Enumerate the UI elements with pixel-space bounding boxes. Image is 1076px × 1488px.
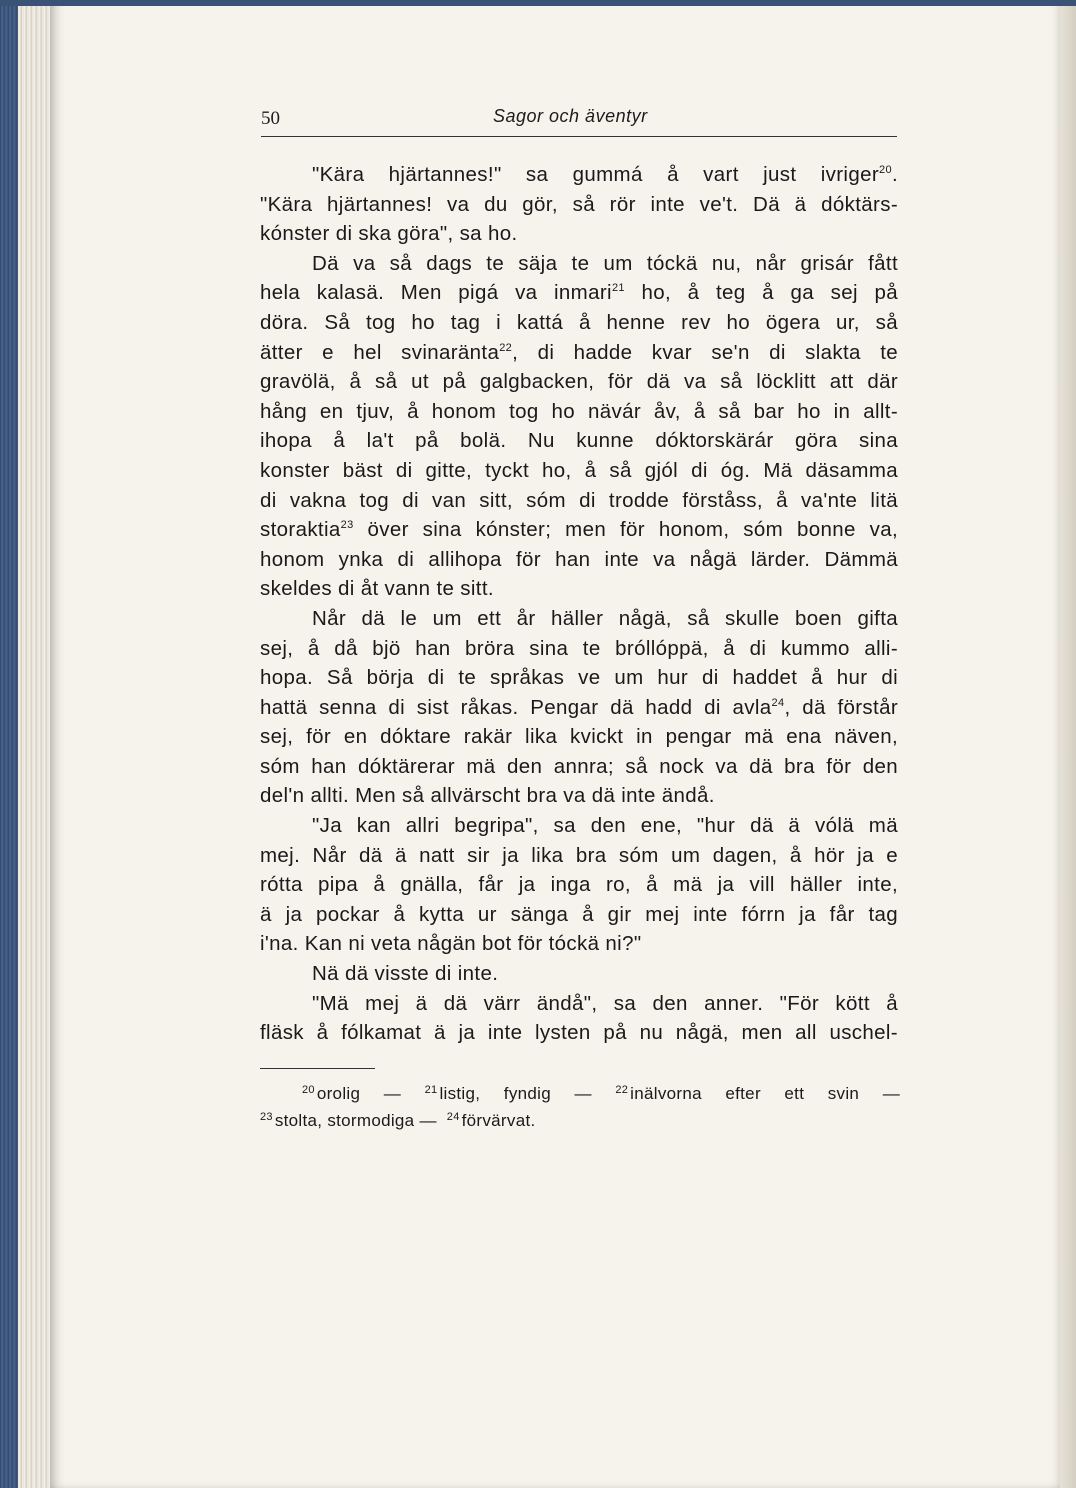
text-line: "Kära hjärtannes! va du gör, så rör inte ve't. Dä ä dóktärs- (260, 192, 898, 216)
footnote-item: $^{20}$ orolig — (302, 1084, 402, 1103)
text-line: sej, för en dóktare rakär lika kvickt in pengar mä ena näven, (260, 725, 898, 749)
text-line: "Ja kan allri begripa", sa den ene, "hur dä ä vólä mä (312, 814, 898, 838)
text-line: di vakna tog di van sitt, sóm di trodde förståss, å va'nte litä (260, 488, 898, 512)
text-line: ä ja pockar å kytta ur sänga å gir mej inte fórrn ja får tag (260, 902, 898, 926)
text-line: honom ynka di allihopa för han inte va någä lärder. Dämmä (260, 547, 898, 571)
footnote-line (260, 1080, 900, 1107)
top-edge (0, 0, 1076, 6)
text-line: sej, å då bjö han bröra sina te bróllóppä, å di kummo alli- (260, 636, 898, 660)
text-line: döra. Så tog ho tag i kattá å henne rev ho ögera ur, så (260, 310, 898, 334)
text-line: Nä dä visste di inte. (312, 962, 499, 986)
footnote-divider (260, 1068, 375, 1069)
page-header (261, 104, 897, 137)
footnote-ref: 23 (340, 519, 354, 532)
page-edges (18, 0, 52, 1488)
text-line: hopa. Så börja di te språkas ve um hur di haddet å hur di (260, 666, 898, 690)
text-line: "Kära hjärtannes!" sa gummá å vart just ivriger$^{20}$. (312, 163, 898, 186)
page-right-edge (1060, 0, 1076, 1488)
footnote-item: $^{23}$ stolta, stormodiga — (260, 1111, 437, 1130)
footnote-line (260, 1107, 900, 1134)
text-line: gravölä, å så ut på galgbacken, för dä va så löcklitt att där (260, 370, 898, 394)
footnote-ref: 21 (611, 282, 625, 295)
footnote-item: $^{21}$ listig, fyndig — (424, 1084, 592, 1103)
text-line: hattä senna di sist råkas. Pengar dä hadd di avla$^{24}$, dä förstår (260, 695, 899, 719)
text-line: ätter e hel svinaränta$^{22}$, di hadde kvar se'n di slakta te (260, 340, 899, 364)
footnote-ref: 24 (771, 696, 785, 709)
text-line: hela kalasä. Men pigá va inmari$^{21}$ ho, å teg å ga sej på (260, 281, 898, 305)
footnote-ref: 22 (499, 341, 513, 354)
text-line: del'n allti. Men så allvärscht bra va dä inte ändå. (260, 784, 715, 808)
footnote-ref: 20 (879, 164, 892, 176)
text-line: skeldes di åt vann te sitt. (260, 577, 494, 601)
footnotes (260, 1080, 900, 1134)
running-title: Sagor och äventyr (493, 106, 648, 126)
page-number: 50 (261, 108, 280, 129)
text-line: "Mä mej ä dä värr ändå", sa den anner. "För kött å (312, 991, 898, 1015)
text-line: kónster di ska göra", sa ho. (260, 222, 518, 246)
footnote-item: $^{24}$ förvärvat. (446, 1111, 536, 1130)
text-line: rótta pipa å gnälla, får ja inga ro, å mä ja vill häller inte, (260, 873, 898, 897)
text-line: i'na. Kan ni veta någän bot för tóckä ni?" (260, 932, 642, 956)
text-line: hång en tjuv, å honom tog ho nävár åv, å så bar ho in allt- (260, 399, 898, 423)
text-line: Når dä le um ett år häller någä, så skulle boen gifta (312, 606, 898, 630)
text-line: mej. Når dä ä natt sir ja lika bra sóm um dagen, å hör ja e (260, 843, 898, 867)
body-text (260, 160, 898, 1048)
text-line: ihopa å la't på bolä. Nu kunne dóktorskärár göra sina (260, 429, 898, 453)
text-line: fläsk å fólkamat ä ja inte lysten på nu någä, men all uschel- (260, 1021, 898, 1045)
text-line: sóm han dóktärerar mä den annra; så nock va dä bra för den (260, 754, 898, 778)
footnote-item: $^{22}$ inälvorna efter ett svin — (615, 1084, 901, 1103)
text-line: Dä va så dags te säja te um tóckä nu, når grisár fått (312, 251, 898, 275)
text-line: konster bäst di gitte, tyckt ho, å så gjól di óg. Mä däsamma (260, 458, 898, 482)
text-line: storaktia$^{23}$ över sina kónster; men för honom, sóm bonne va, (260, 518, 898, 542)
